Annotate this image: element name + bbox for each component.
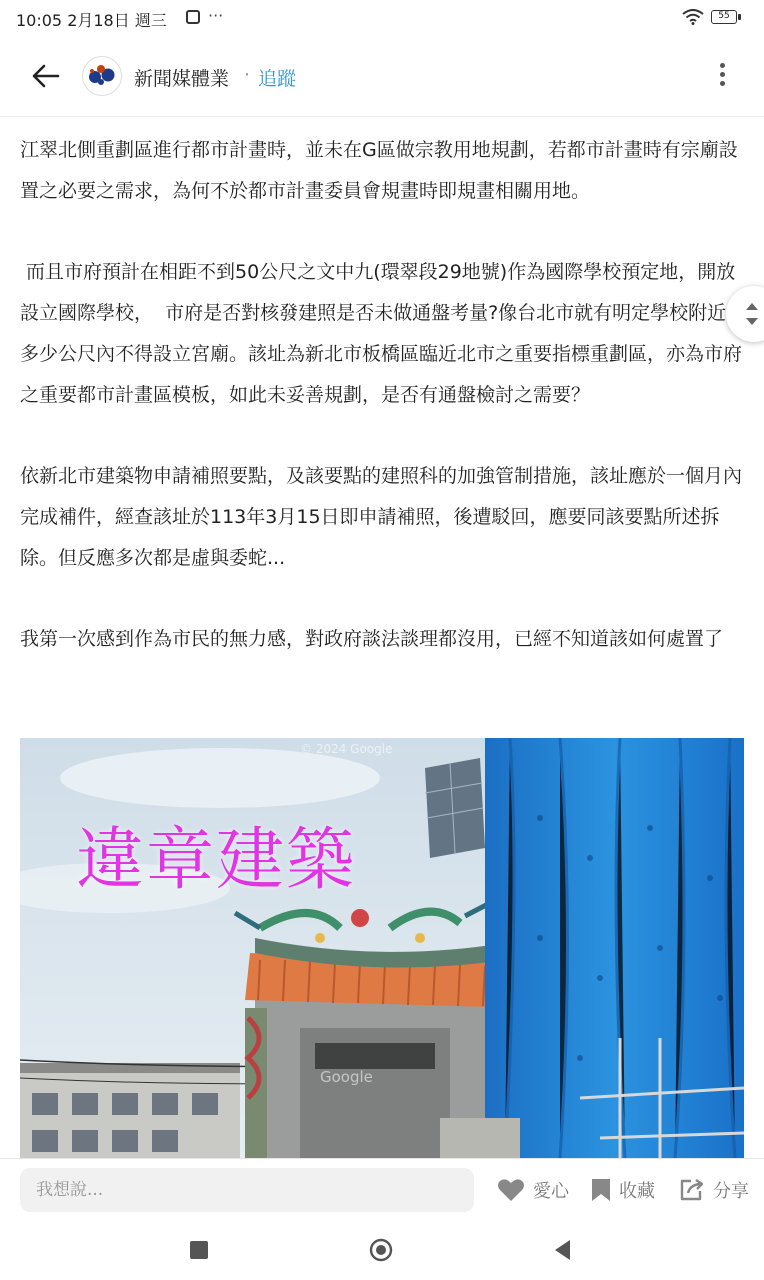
wifi-icon [682,9,704,25]
forum-logo-icon [83,57,121,95]
follow-button[interactable]: 追蹤 [258,68,297,90]
comment-input[interactable] [20,1168,474,1212]
battery-icon: 55 [711,10,737,24]
share-label: 分享 [713,1181,749,1202]
back-arrow-icon[interactable] [30,62,62,90]
heart-icon [497,1178,525,1202]
photo-illustration [20,738,744,1158]
status-more: ··· [208,6,224,25]
header-separator: · [244,64,251,86]
article-paragraph: 依新北市建築物申請補照要點，及該要點的建照科的加強管制措施，該址應於一個月內完成補件，經查該址於113年3月15日即申請補照，後遭駁回，應要同該要點所述拆除。但反應多次都是虛與委蛇... [20,465,743,569]
photo-caption: 違章建築 [76,821,357,900]
like-label: 愛心 [533,1181,569,1202]
more-options-icon[interactable] [712,60,732,92]
share-icon [679,1178,705,1202]
article-photo[interactable] [20,738,744,1158]
scroll-arrows-icon [726,286,764,342]
status-bar [0,0,764,36]
system-back-icon[interactable] [553,1239,571,1261]
article-body [20,130,744,700]
forum-name[interactable]: 新聞媒體業 [134,68,230,90]
forum-avatar[interactable] [82,56,122,96]
share-button[interactable] [679,1175,749,1205]
system-nav-bar [0,1222,764,1280]
recent-apps-icon[interactable] [190,1241,208,1259]
article-paragraph: 而且市府預計在相距不到50公尺之文中九(環翠段29地號)作為國際學校預定地，開放設立國際學校， 市府是否對核發建照是否未做通盤考量?像台北市就有明定學校附近多少公尺內不得設立宮廟。該址為新北市板橋區臨近北市之重要指標重劃區，亦為市府之重要都市計畫區模板，如此未妥善規劃，是否有通盤檢討之需要？ [20,261,743,406]
bottom-action-bar [0,1158,764,1223]
article-paragraph: 我第一次感到作為市民的無力感，對政府談法談理都沒用，已經不知道該如何處置了 [20,628,724,650]
article-paragraph: 江翠北側重劃區進行都市計畫時，並未在G區做宗教用地規劃，若都市計畫時有宗廟設置之必要之需求，為何不於都市計畫委員會規畫時即規畫相關用地。 [20,139,738,202]
notification-icon [186,10,200,24]
scroll-handle[interactable] [726,286,764,342]
status-time-date: 10:05 2月18日 週三 [16,11,167,30]
app-header [0,36,764,117]
home-icon[interactable] [369,1238,393,1262]
like-button[interactable] [497,1175,569,1205]
photo-watermark: Google [320,1068,373,1086]
save-button[interactable] [591,1175,655,1205]
photo-watermark-top: © 2024 Google [300,742,393,756]
save-label: 收藏 [619,1181,655,1202]
bookmark-icon [591,1178,611,1202]
